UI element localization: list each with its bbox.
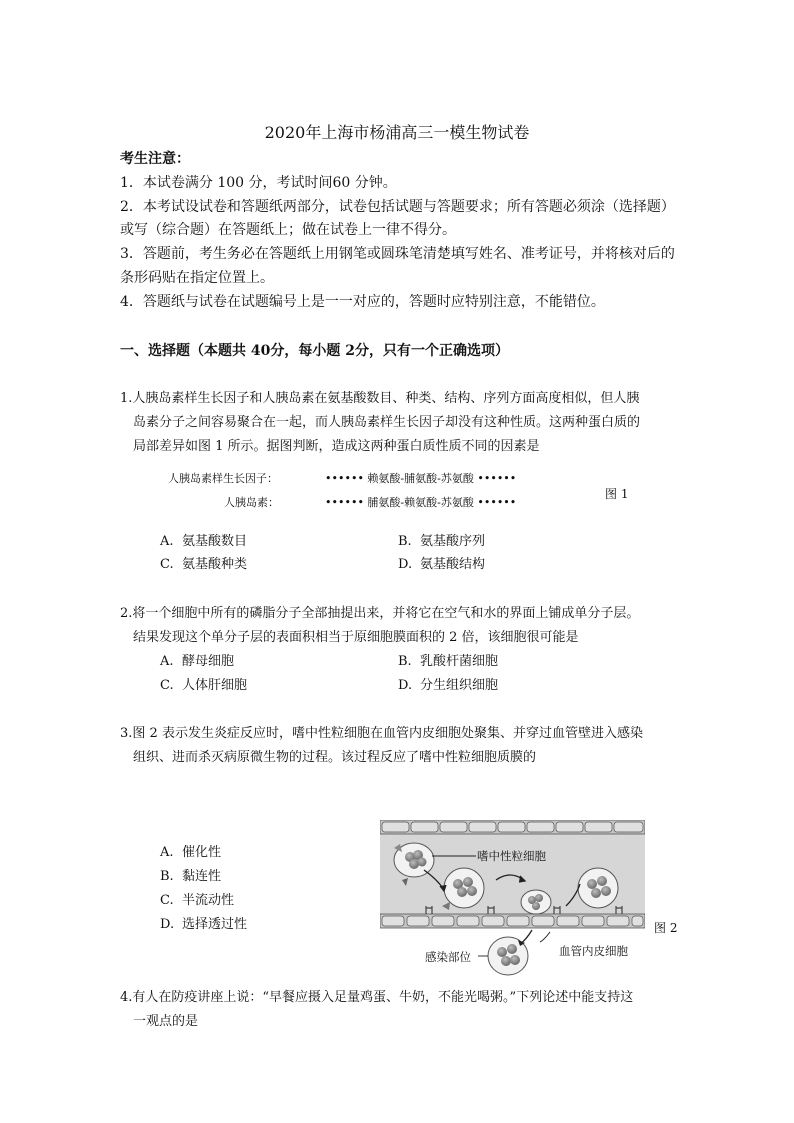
notice-heading: 考生注意：	[120, 151, 190, 167]
option-b[interactable]	[398, 530, 485, 549]
option-letter: C.	[160, 678, 174, 693]
option-c[interactable]	[160, 674, 247, 693]
notice-line: 1．本试卷满分 100 分，考试时间60 分钟。	[120, 175, 397, 191]
option-text: 选择透过性	[182, 917, 248, 932]
notice-line: 条形码贴在指定位置上。	[120, 270, 274, 286]
option-text: 氨基酸结构	[420, 557, 486, 572]
option-a[interactable]	[160, 530, 247, 549]
option-text: 分生组织细胞	[420, 678, 499, 693]
section-heading: 一、选择题（本题共 40分，每小题 2分，只有一个正确选项）	[120, 343, 509, 359]
option-letter: B.	[398, 654, 412, 669]
endothelium-top	[380, 820, 645, 834]
figure2-label-infection-site: 感染部位	[425, 950, 471, 964]
option-c[interactable]	[160, 553, 247, 572]
option-letter: A.	[160, 845, 174, 860]
notice-line: 4．答题纸与试卷在试题编号上是一一对应的，答题时应特别注意，不能错位。	[120, 294, 605, 310]
question-4-text: 4.有人在防疫讲座上说：“早餐应摄入足量鸡蛋、牛奶，不能光喝粥。”下列论述中能支持这	[120, 990, 634, 1005]
option-a[interactable]	[160, 650, 234, 669]
question-3-text: 组织、进而杀灭病原微生物的过程。该过程反应了嗜中性粒细胞质膜的	[133, 750, 537, 765]
option-text: 催化性	[182, 845, 222, 860]
option-letter: D.	[398, 557, 413, 572]
option-text: 黏连性	[182, 869, 222, 884]
figure1-row2-label: 人胰岛素：	[224, 496, 279, 509]
figure1-row1-label: 人胰岛素样生长因子：	[168, 472, 278, 485]
figure1-row2-sequence: •••••• 脯氨酸-赖氨酸-苏氨酸 ••••••	[325, 496, 517, 509]
figure2-label-endothelial-cell: 血管内皮细胞	[559, 944, 628, 958]
option-letter: A.	[160, 654, 174, 669]
option-text: 氨基酸序列	[420, 534, 486, 549]
figure2-label-neutrophil: 嗜中性粒细胞	[477, 849, 546, 863]
option-b[interactable]	[398, 650, 498, 669]
option-letter: D.	[160, 917, 175, 932]
question-3-text: 3.图 2 表示发生炎症反应时，嗜中性粒细胞在血管内皮细胞处聚集、并穿过血管壁进入感染	[120, 726, 643, 741]
option-c[interactable]	[160, 889, 234, 908]
page-title: 2020年上海市杨浦高三一模生物试卷	[264, 123, 530, 142]
option-letter: C.	[160, 893, 174, 908]
option-a[interactable]	[160, 841, 221, 860]
option-text: 乳酸杆菌细胞	[420, 654, 499, 669]
label-pointer	[540, 932, 550, 942]
option-d[interactable]	[398, 674, 498, 693]
notice-line: 3．答题前，考生务必在答题纸上用钢笔或圆珠笔清楚填写姓名、准考证号，并将核对后的	[120, 246, 675, 262]
option-d[interactable]	[160, 913, 247, 932]
option-letter: A.	[160, 534, 174, 549]
option-b[interactable]	[160, 865, 221, 884]
question-1-text: 1.人胰岛素样生长因子和人胰岛素在氨基酸数目、种类、结构、序列方面高度相似，但人胰	[120, 391, 640, 406]
neutrophil-cell	[578, 868, 618, 908]
neutrophil-cell	[521, 890, 551, 914]
notice-line: 2．本考试设试卷和答题纸两部分，试卷包括试题与答题要求；所有答题必须涂（选择题）	[120, 199, 675, 215]
figure2-caption: 图 2	[654, 921, 678, 935]
option-letter: B.	[398, 534, 412, 549]
endothelium-bottom	[380, 914, 645, 928]
option-d[interactable]	[398, 553, 485, 572]
option-text: 人体肝细胞	[182, 678, 248, 693]
question-1-text: 岛素分子之间容易聚合在一起，而人胰岛素样生长因子却没有这种性质。这两种蛋白质的	[133, 415, 641, 430]
question-2-text: 结果发现这个单分子层的表面积相当于原细胞膜面积的 2 倍，该细胞很可能是	[133, 630, 579, 645]
option-letter: C.	[160, 557, 174, 572]
option-letter: D.	[398, 678, 413, 693]
question-2-text: 2.将一个细胞中所有的磷脂分子全部抽提出来，并将它在空气和水的界面上铺成单分子层。	[120, 606, 640, 621]
option-text: 氨基酸数目	[182, 534, 248, 549]
option-letter: B.	[160, 869, 174, 884]
figure1-row1-sequence: •••••• 赖氨酸-脯氨酸-苏氨酸 ••••••	[325, 472, 517, 485]
option-text: 酵母细胞	[182, 654, 235, 669]
question-1-text: 局部差异如图 1 所示。据图判断，造成这两种蛋白质性质不同的因素是	[133, 439, 540, 454]
option-text: 氨基酸种类	[182, 557, 248, 572]
option-text: 半流动性	[182, 893, 235, 908]
question-4-text: 一观点的是	[133, 1014, 199, 1029]
notice-line: 或写（综合题）在答题纸上；做在试卷上一律不得分。	[120, 222, 456, 238]
figure1-caption: 图 1	[605, 487, 629, 501]
